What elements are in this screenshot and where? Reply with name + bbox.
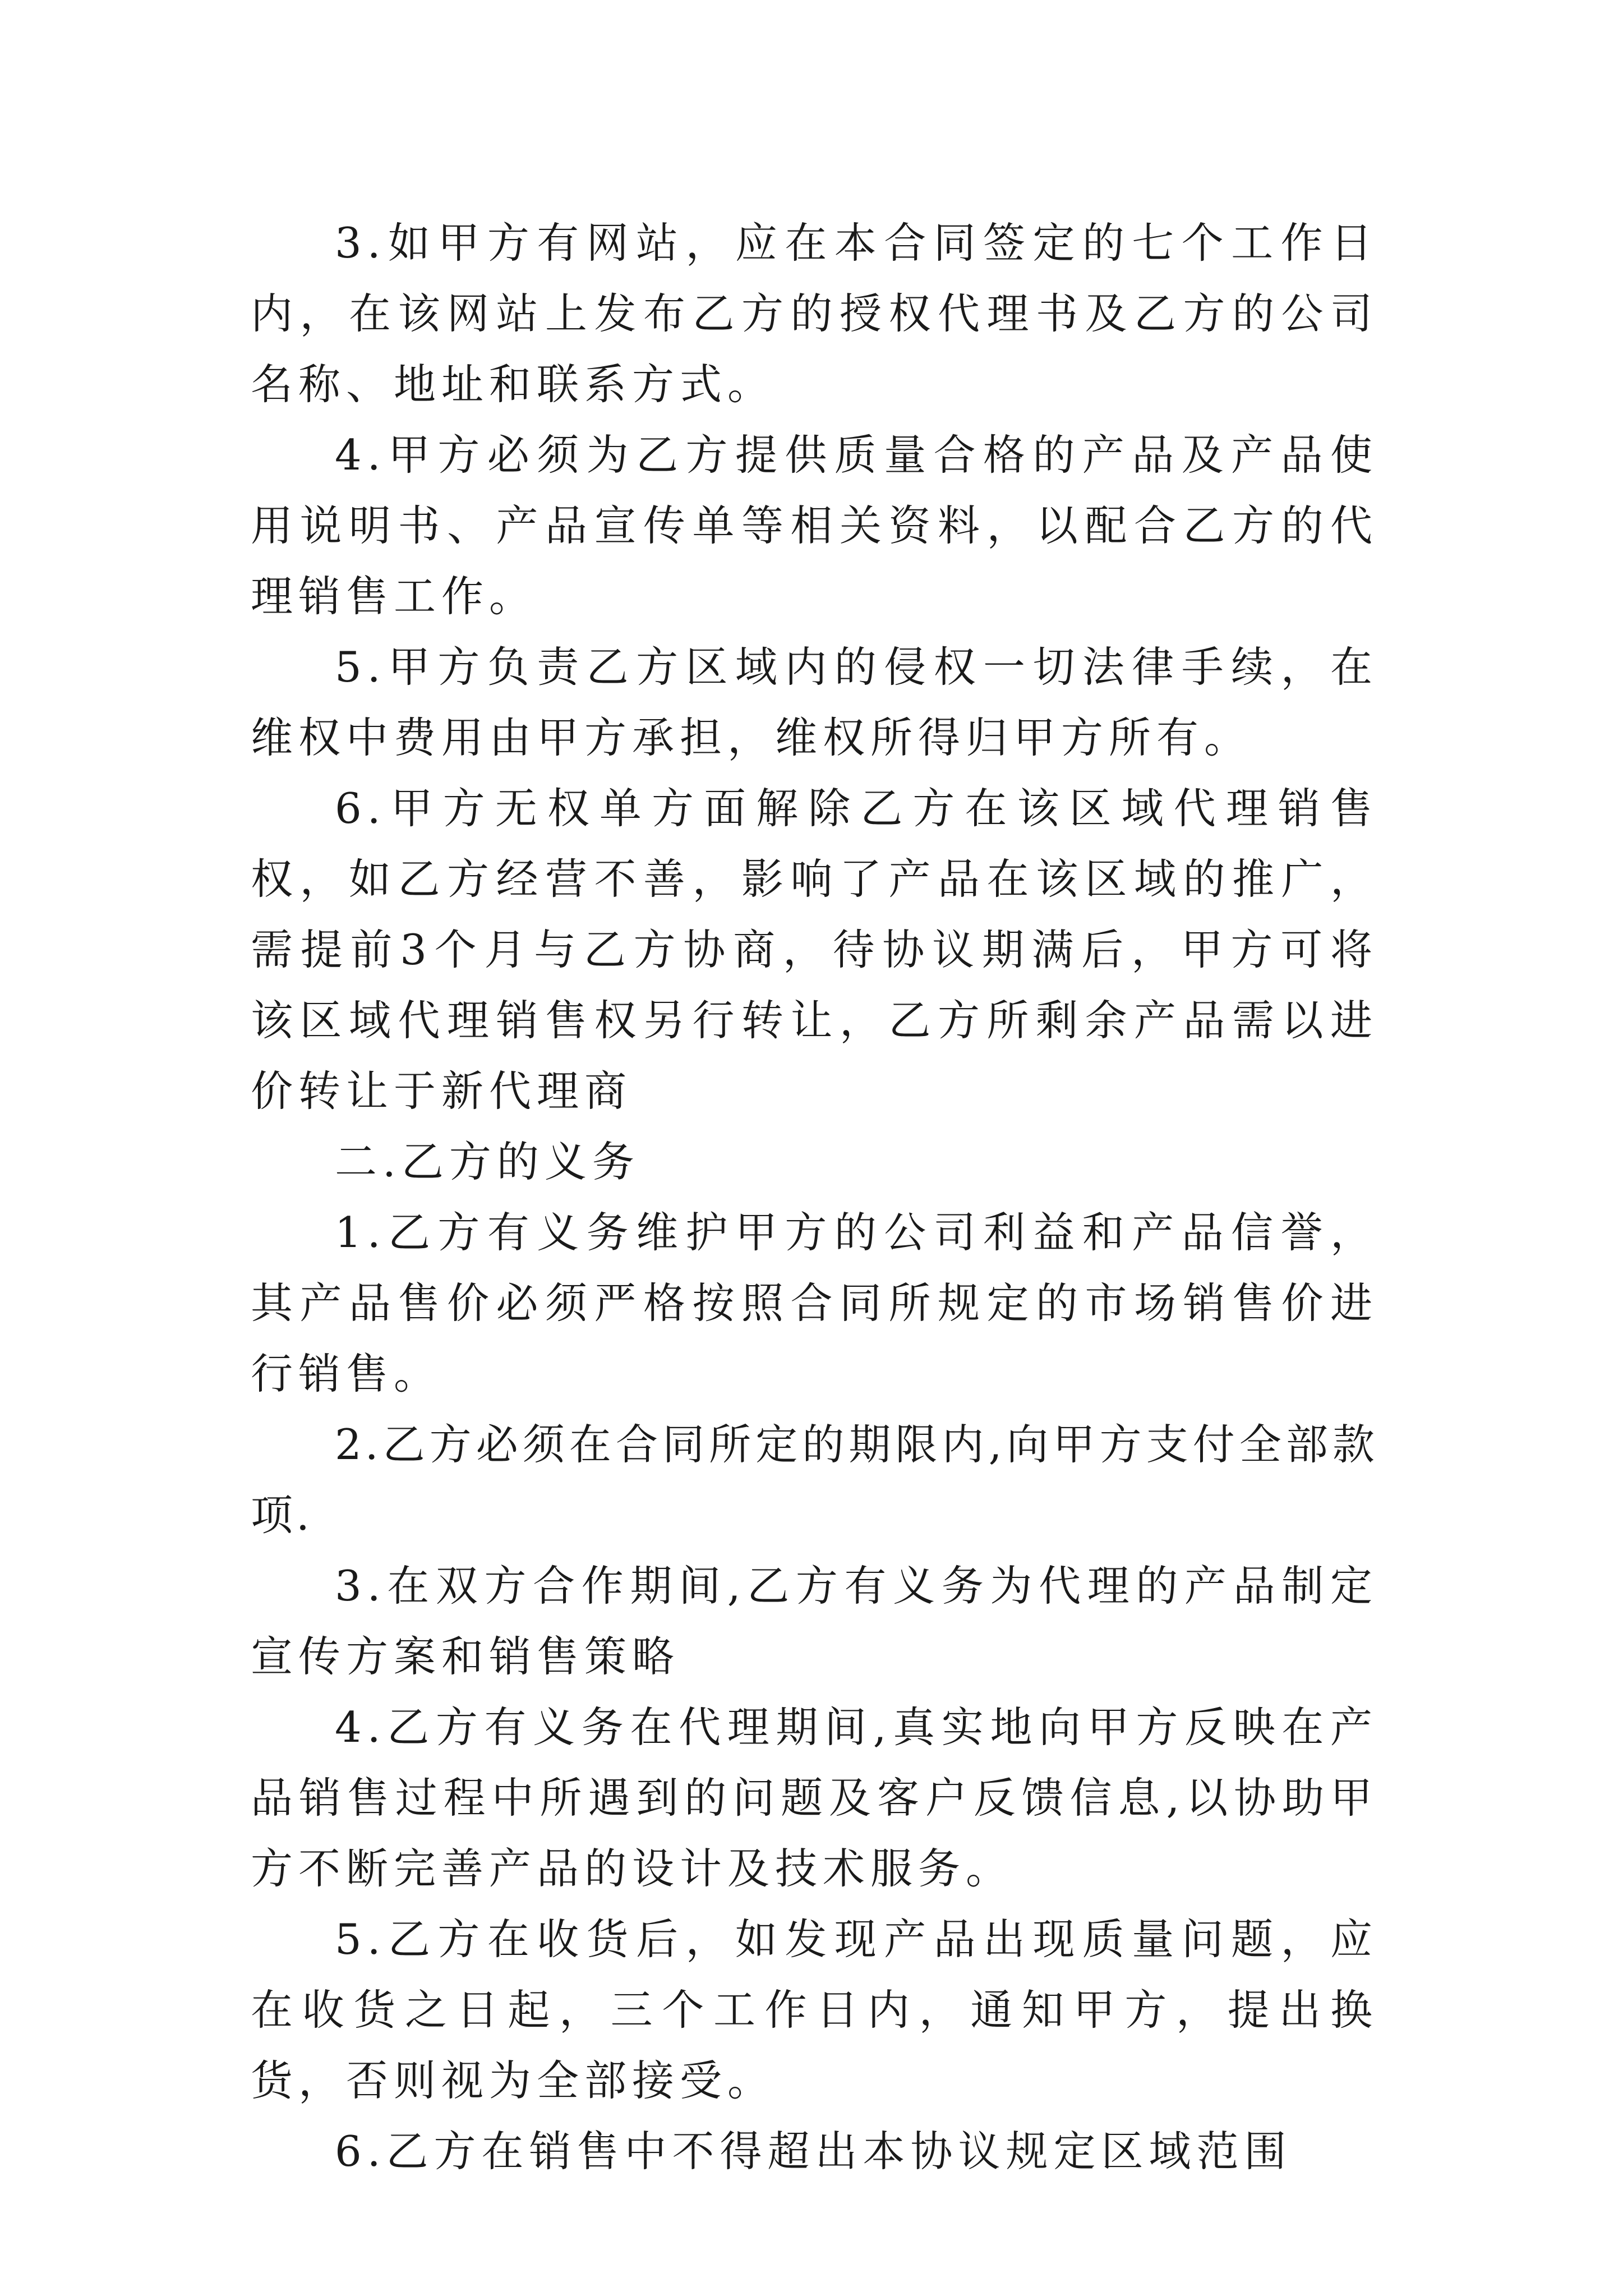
paragraph-party-b-6: 6.乙方在销售中不得超出本协议规定区域范围 bbox=[335, 2127, 1292, 2176]
section-heading-party-b: 二.乙方的义务 bbox=[335, 1137, 640, 1186]
paragraph-party-a-3: 3.如甲方有网站，应在本合同签定的七个工作日内，在该网站上发布乙方的授权代理书及乙方的公司名称、地址和联系方式。 bbox=[251, 218, 1378, 409]
paragraph-party-b-4: 4.乙方有义务在代理期间,真实地向甲方反映在产品销售过程中所遇到的问题及客户反馈信息,以协助甲方不断完善产品的设计及技术服务。 bbox=[251, 1703, 1378, 1893]
paragraph-party-b-2: 2.乙方必须在合同所定的期限内,向甲方支付全部款项. bbox=[251, 1420, 1378, 1540]
paragraph-party-a-6: 6.甲方无权单方面解除乙方在该区域代理销售权，如乙方经营不善，影响了产品在该区域的推广，需提前3个月与乙方协商，待协议期满后，甲方可将该区域代理销售权另行转让，乙方所剩余产品需以进价转让于新代理商 bbox=[251, 784, 1378, 1116]
paragraph-party-b-1: 1.乙方有义务维护甲方的公司利益和产品信誉，其产品售价必须严格按照合同所规定的市场销售价进行销售。 bbox=[251, 1208, 1378, 1398]
paragraph-party-b-3: 3.在双方合作期间,乙方有义务为代理的产品制定宣传方案和销售策略 bbox=[251, 1561, 1378, 1681]
paragraph-party-a-4: 4.甲方必须为乙方提供质量合格的产品及产品使用说明书、产品宣传单等相关资料，以配合乙方的代理销售工作。 bbox=[251, 430, 1378, 621]
paragraph-party-a-5: 5.甲方负责乙方区域内的侵权一切法律手续，在维权中费用由甲方承担，维权所得归甲方所有。 bbox=[251, 642, 1378, 762]
paragraph-party-b-5: 5.乙方在收货后，如发现产品出现质量问题，应在收货之日起，三个工作日内，通知甲方，提出换货，否则视为全部接受。 bbox=[251, 1915, 1378, 2105]
document-body bbox=[251, 208, 1378, 2187]
